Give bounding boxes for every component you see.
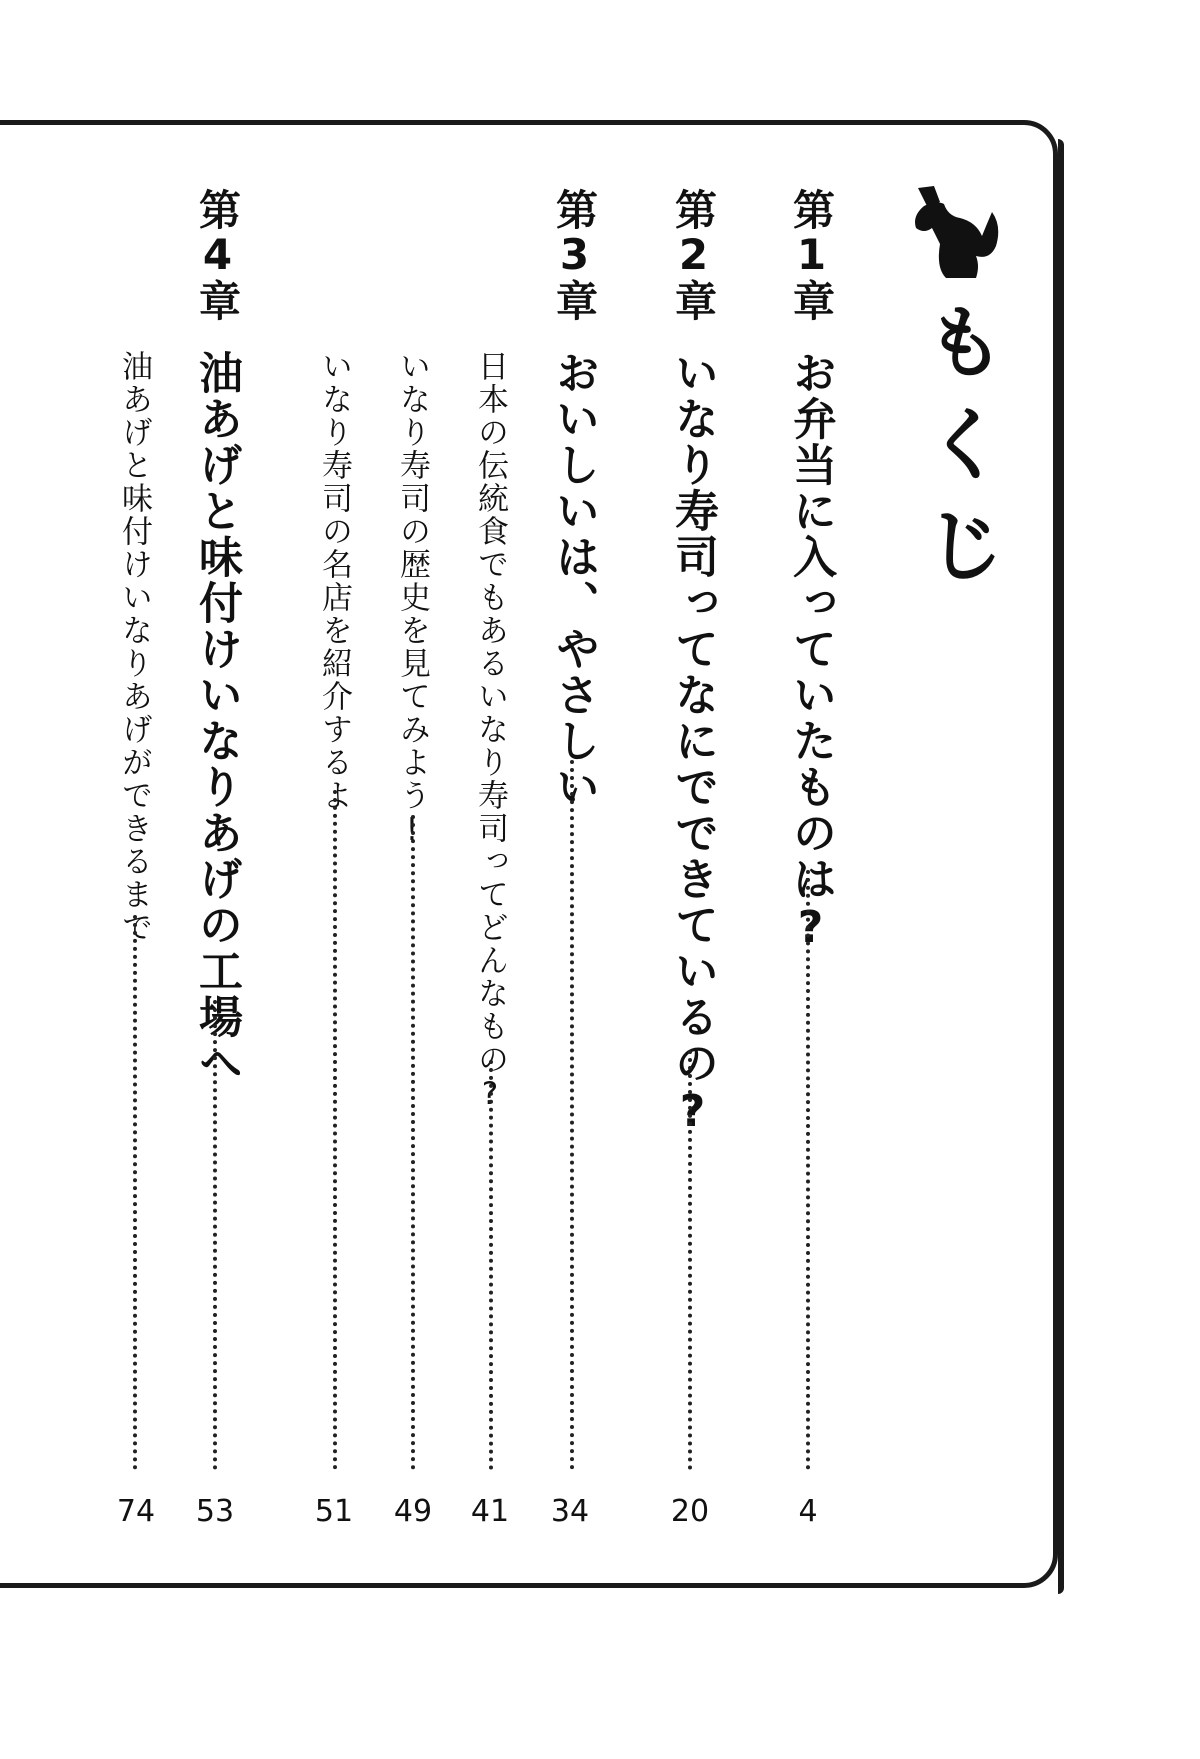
page-number-4: 53 — [195, 1494, 235, 1529]
page-number-3-1: 41 — [470, 1494, 510, 1529]
toc-subheading-4-1[interactable]: 油あげと味付けいなりあげができるまで — [116, 350, 152, 944]
page-number-1: 4 — [798, 1494, 818, 1529]
leader-dots-3-3 — [333, 790, 337, 1470]
fox-icon — [910, 182, 1002, 282]
toc-subheading-3-1[interactable]: 日本の伝統食でもあるいなり寿司ってどんなもの? — [472, 350, 508, 1114]
toc-title: もくじ — [912, 300, 1005, 606]
leader-dots-3-1 — [489, 1060, 493, 1470]
page-number-3-2: 49 — [393, 1494, 433, 1529]
chapter-label-1: 第1章 — [787, 188, 836, 321]
leader-dots-4 — [213, 1000, 217, 1470]
page-number-2: 20 — [670, 1494, 710, 1529]
toc-heading-4[interactable]: 油あげと味付けいなりあげの工場へ — [191, 350, 242, 1086]
chapter-label-4: 第4章 — [193, 188, 242, 321]
toc-heading-3[interactable]: おいしいは、やさしい — [548, 350, 599, 810]
leader-dots-3 — [570, 760, 574, 1470]
toc-frame — [0, 120, 1058, 1588]
chapter-label-3: 第3章 — [550, 188, 599, 321]
toc-subheading-3-3[interactable]: いなり寿司の名店を紹介するよ — [316, 350, 352, 812]
toc-subheading-3-2[interactable]: いなり寿司の歴史を見てみよう! — [394, 350, 430, 850]
toc-heading-1[interactable]: お弁当に入っていたものは? — [785, 350, 836, 955]
leader-dots-1 — [806, 870, 810, 1470]
leader-dots-3-2 — [411, 815, 415, 1470]
page-number-3: 34 — [550, 1494, 590, 1529]
toc-heading-2[interactable]: いなり寿司ってなにでできているの? — [667, 350, 718, 1139]
chapter-label-2: 第2章 — [669, 188, 718, 321]
page-number-3-3: 51 — [314, 1494, 354, 1529]
page-number-4-1: 74 — [116, 1494, 156, 1529]
leader-dots-4-1 — [133, 915, 137, 1470]
leader-dots-2 — [688, 1050, 692, 1470]
